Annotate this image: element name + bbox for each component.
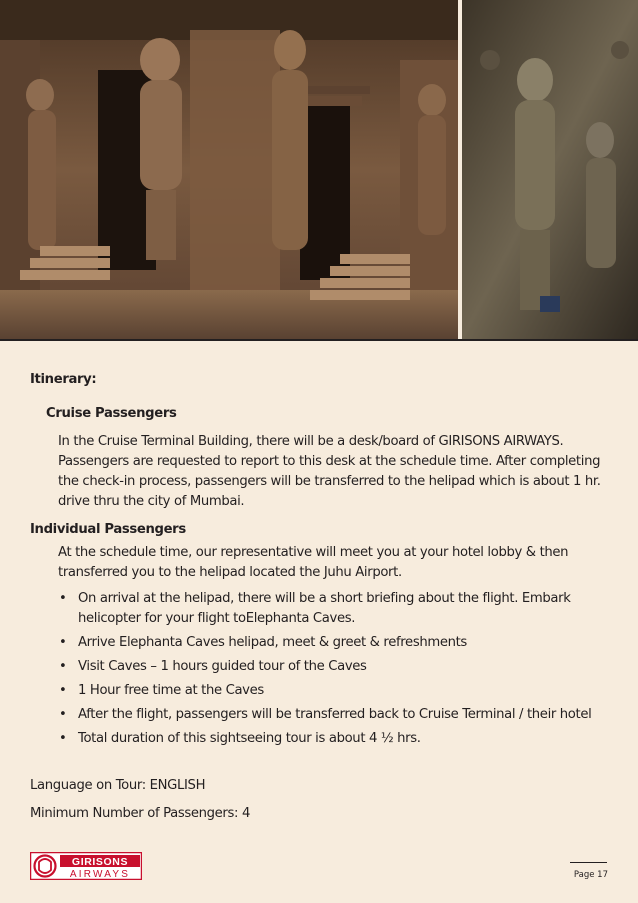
text-line: Arrive Elephanta Caves helipad, meet & greet & refreshments: [78, 635, 467, 650]
hero-divider: [0, 339, 638, 341]
minimum-passengers: Minimum Number of Passengers: 4: [30, 806, 250, 821]
hero-photo-strip: [0, 0, 638, 339]
itinerary-heading: Itinerary:: [30, 372, 97, 387]
bullet-icon: •: [59, 591, 67, 606]
bullet-icon: •: [59, 659, 67, 674]
hero-photos: [0, 0, 638, 339]
text-line: Passengers are requested to report to this desk at the schedule time. After completing: [58, 454, 601, 469]
tour-steps-list: [58, 589, 610, 749]
text-line: Total duration of this sightseeing tour is about 4 ½ hrs.: [78, 731, 421, 746]
list-item: [58, 633, 610, 653]
list-item: [58, 729, 610, 749]
itinerary-section: [30, 370, 610, 824]
page-number: Page 17: [573, 870, 608, 880]
logo-text-top: GIRISONS: [71, 855, 129, 868]
text-line: In the Cruise Terminal Building, there will be a desk/board of GIRISONS AIRWAYS.: [58, 434, 564, 449]
bullet-icon: •: [59, 707, 67, 722]
cave-entrance-photo: [0, 0, 458, 339]
girisons-airways-logo: [30, 852, 142, 880]
text-line: After the flight, passengers will be transferred back to Cruise Terminal / their hotel: [78, 707, 592, 722]
text-line: the check-in process, passengers will be transferred to the helipad which is about 1 hr.: [58, 474, 601, 489]
list-item: [58, 657, 610, 677]
text-line: At the schedule time, our representative will meet you at your hotel lobby & then: [58, 545, 569, 560]
text-line: drive thru the city of Mumbai.: [58, 494, 245, 509]
bullet-icon: •: [59, 635, 67, 650]
logo-mark: [30, 852, 142, 880]
cruise-passengers-heading: Cruise Passengers: [46, 406, 177, 421]
list-item: [58, 681, 610, 701]
text-line: helicopter for your flight toElephanta Caves.: [78, 611, 356, 626]
logo-text-bottom: AIRWAYS: [69, 869, 131, 880]
page-number-rule: [570, 862, 607, 863]
bullet-icon: •: [59, 731, 67, 746]
text-line: transferred you to the helipad located the Juhu Airport.: [58, 565, 402, 580]
cruise-passengers-text: [58, 432, 610, 512]
list-item: [58, 705, 610, 725]
text-line: On arrival at the helipad, there will be a short briefing about the flight. Embark: [78, 591, 571, 606]
bullet-icon: •: [59, 683, 67, 698]
list-item: [58, 589, 610, 629]
individual-passengers-text: [58, 543, 610, 583]
text-line: 1 Hour free time at the Caves: [78, 683, 264, 698]
individual-passengers-heading: Individual Passengers: [30, 522, 186, 537]
cave-relief-photo: [462, 0, 638, 339]
language-on-tour: Language on Tour: ENGLISH: [30, 778, 206, 793]
text-line: Visit Caves – 1 hours guided tour of the Caves: [78, 659, 367, 674]
